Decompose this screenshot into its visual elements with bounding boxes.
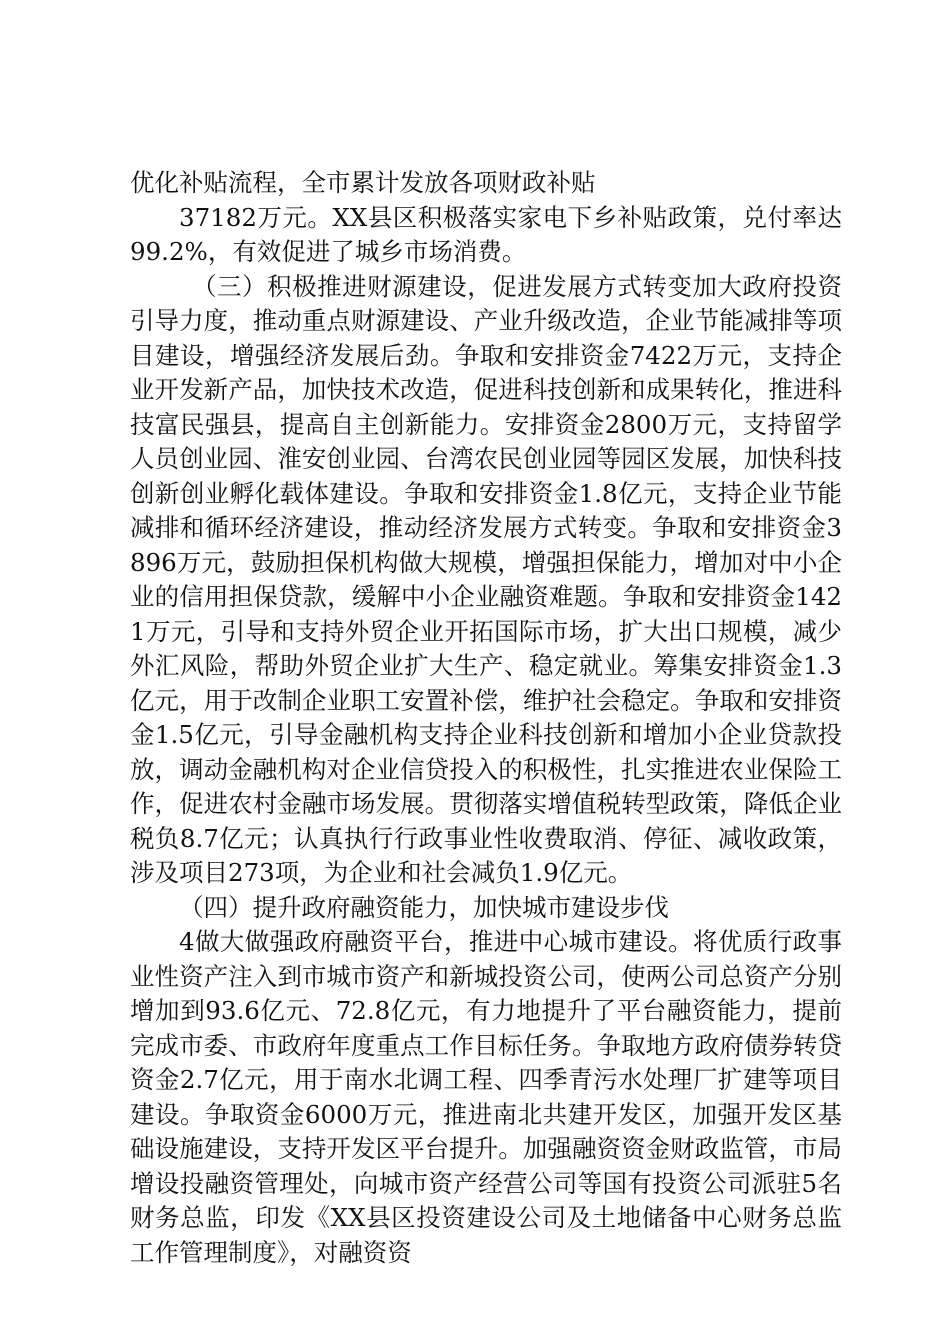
paragraph-financing-platform: 4做大做强政府融资平台，推进中心城市建设。将优质行政事业性资产注入到市城市资产和新城投资公司，使两公司总资产分别增加到93.6亿元、72.8亿元，有力地提升了平台融资能力，提前完成市委、市政府年度重点工作目标任务。争取地方政府债券转贷资金2.7亿元，用于南水北调工程、四季青污水处理厂扩建等项目建设。争取资金6000万元，推进南北共建开发区，加强开发区基础设施建设，支持开发区平台提升。加强融资资金财政监管，市局增设投融资管理处，向城市资产经营公司等国有投资公司派驻5名财务总监，印发《XX县区投资建设公司及土地储备中心财务总监工作管理制度》，对融资资	[130, 927, 842, 1267]
document-body	[130, 166, 842, 1270]
paragraph-revenue-construction: （三）积极推进财源建设，促进发展方式转变加大政府投资引导力度，推动重点财源建设、产业升级改造，企业节能减排等项目建设，增强经济发展后劲。争取和安排资金7422万元，支持企业开发新产品，加快技术改造，促进科技创新和成果转化，推进科技富民强县，提高自主创新能力。安排资金2800万元，支持留学人员创业园、淮安创业园、台湾农民创业园等园区发展，加快科技创新创业孵化载体建设。争取和安排资金1.8亿元，支持企业节能减排和循环经济建设，推动经济发展方式转变。争取和安排资金3896万元，鼓励担保机构做大规模，增强担保能力，增加对中小企业的信用担保贷款，缓解中小企业融资难题。争取和安排资金1421万元，引导和支持外贸企业开拓国际市场，扩大出口规模，减少外汇风险，帮助外贸企业扩大生产、稳定就业。筹集安排资金1.3亿元，用于改制企业职工安置补偿，维护社会稳定。争取和安排资金1.5亿元，引导金融机构支持企业科技创新和增加小企业贷款投放，调动金融机构对企业信贷投入的积极性，扎实推进农业保险工作，促进农村金融市场发展。贯彻落实增值税转型政策，降低企业税负8.7亿元；认真执行行政事业性收费取消、停征、减收政策，涉及项目273项，为企业和社会减负1.9亿元。	[130, 271, 842, 887]
paragraph-subsidy-intro: 优化补贴流程，全市累计发放各项财政补贴	[130, 168, 596, 197]
section-heading-financing: （四）提升政府融资能力，加快城市建设步伐	[179, 892, 669, 922]
paragraph-subsidy-amount: 37182万元。XX县区积极落实家电下乡补贴政策，兑付率达99.2%，有效促进了城乡市场消费。	[130, 202, 842, 266]
